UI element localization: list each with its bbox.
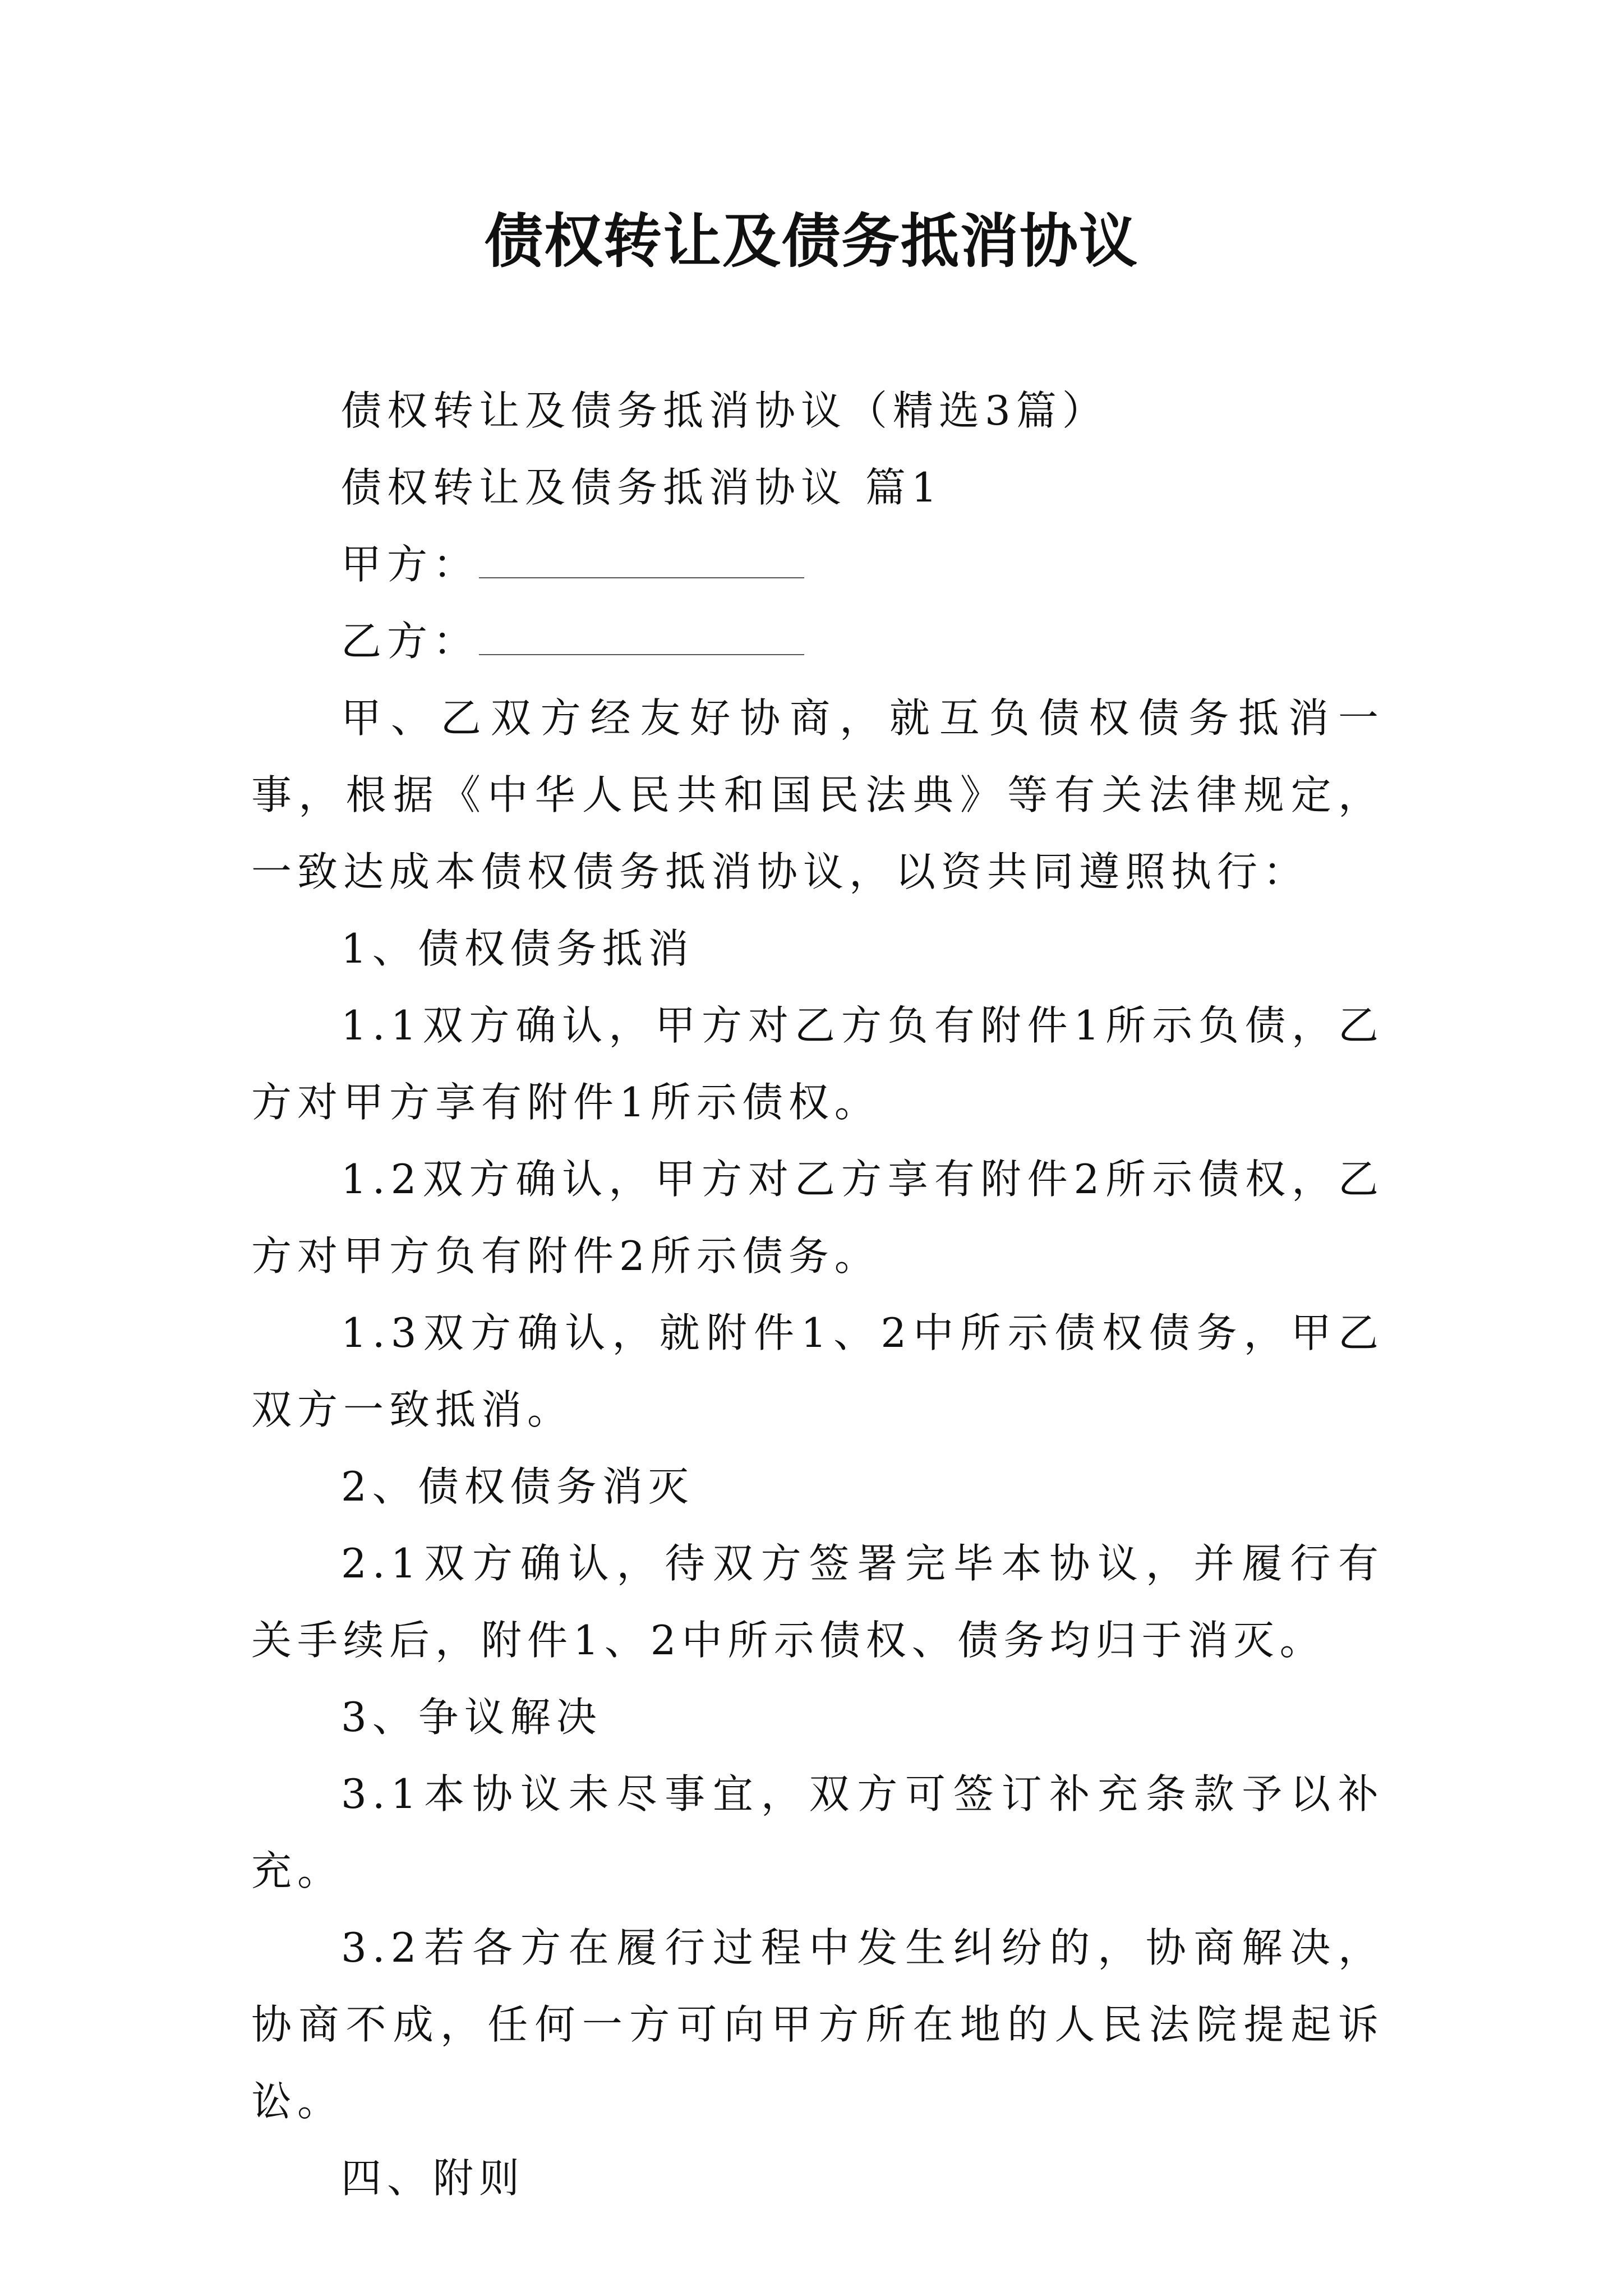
clause-2-heading: 2、债权债务消灭 bbox=[341, 1463, 694, 1510]
clause-3-1: 3.1本协议未尽事宜，双方可签订补充条款予以补充。 bbox=[251, 1770, 1384, 1894]
clause-3-2: 3.2若各方在履行过程中发生纠纷的，协商解决，协商不成，任何一方可向甲方所在地的人民法院提起诉讼。 bbox=[251, 1924, 1384, 2125]
party-a-line bbox=[251, 526, 1384, 603]
clause-4-heading: 四、附则 bbox=[341, 2155, 525, 2202]
clause-3-heading: 3、争议解决 bbox=[341, 1694, 602, 1741]
party-a-blank bbox=[479, 544, 804, 578]
clause-1-heading: 1、债权债务抵消 bbox=[341, 925, 694, 972]
document-subtitle: 债权转让及债务抵消协议（精选3篇） bbox=[341, 387, 1108, 434]
clause-1-3: 1.3双方确认，就附件1、2中所示债权债务，甲乙双方一致抵消。 bbox=[251, 1309, 1384, 1433]
clause-1-1: 1.1双方确认，甲方对乙方负有附件1所示负债，乙方对甲方享有附件1所示债权。 bbox=[251, 1002, 1384, 1126]
party-b-label: 乙方： bbox=[341, 618, 479, 665]
document-body bbox=[251, 372, 1384, 2217]
party-b-blank bbox=[479, 620, 804, 655]
clause-1-2: 1.2双方确认，甲方对乙方享有附件2所示债权，乙方对甲方负有附件2所示债务。 bbox=[251, 1156, 1384, 1280]
preamble-paragraph: 甲、乙双方经友好协商，就互负债权债务抵消一事，根据《中华人民共和国民法典》等有关法律规定，一致达成本债权债务抵消协议，以资共同遵照执行： bbox=[251, 694, 1384, 895]
document-title: 债权转让及债务抵消协议 bbox=[484, 206, 1138, 275]
clause-2-1: 2.1双方确认，待双方签署完毕本协议，并履行有关手续后，附件1、2中所示债权、债务均归于消灭。 bbox=[251, 1540, 1384, 1664]
section-heading: 债权转让及债务抵消协议 篇1 bbox=[341, 464, 943, 511]
party-b-line bbox=[251, 603, 1384, 680]
party-a-label: 甲方： bbox=[341, 541, 479, 588]
